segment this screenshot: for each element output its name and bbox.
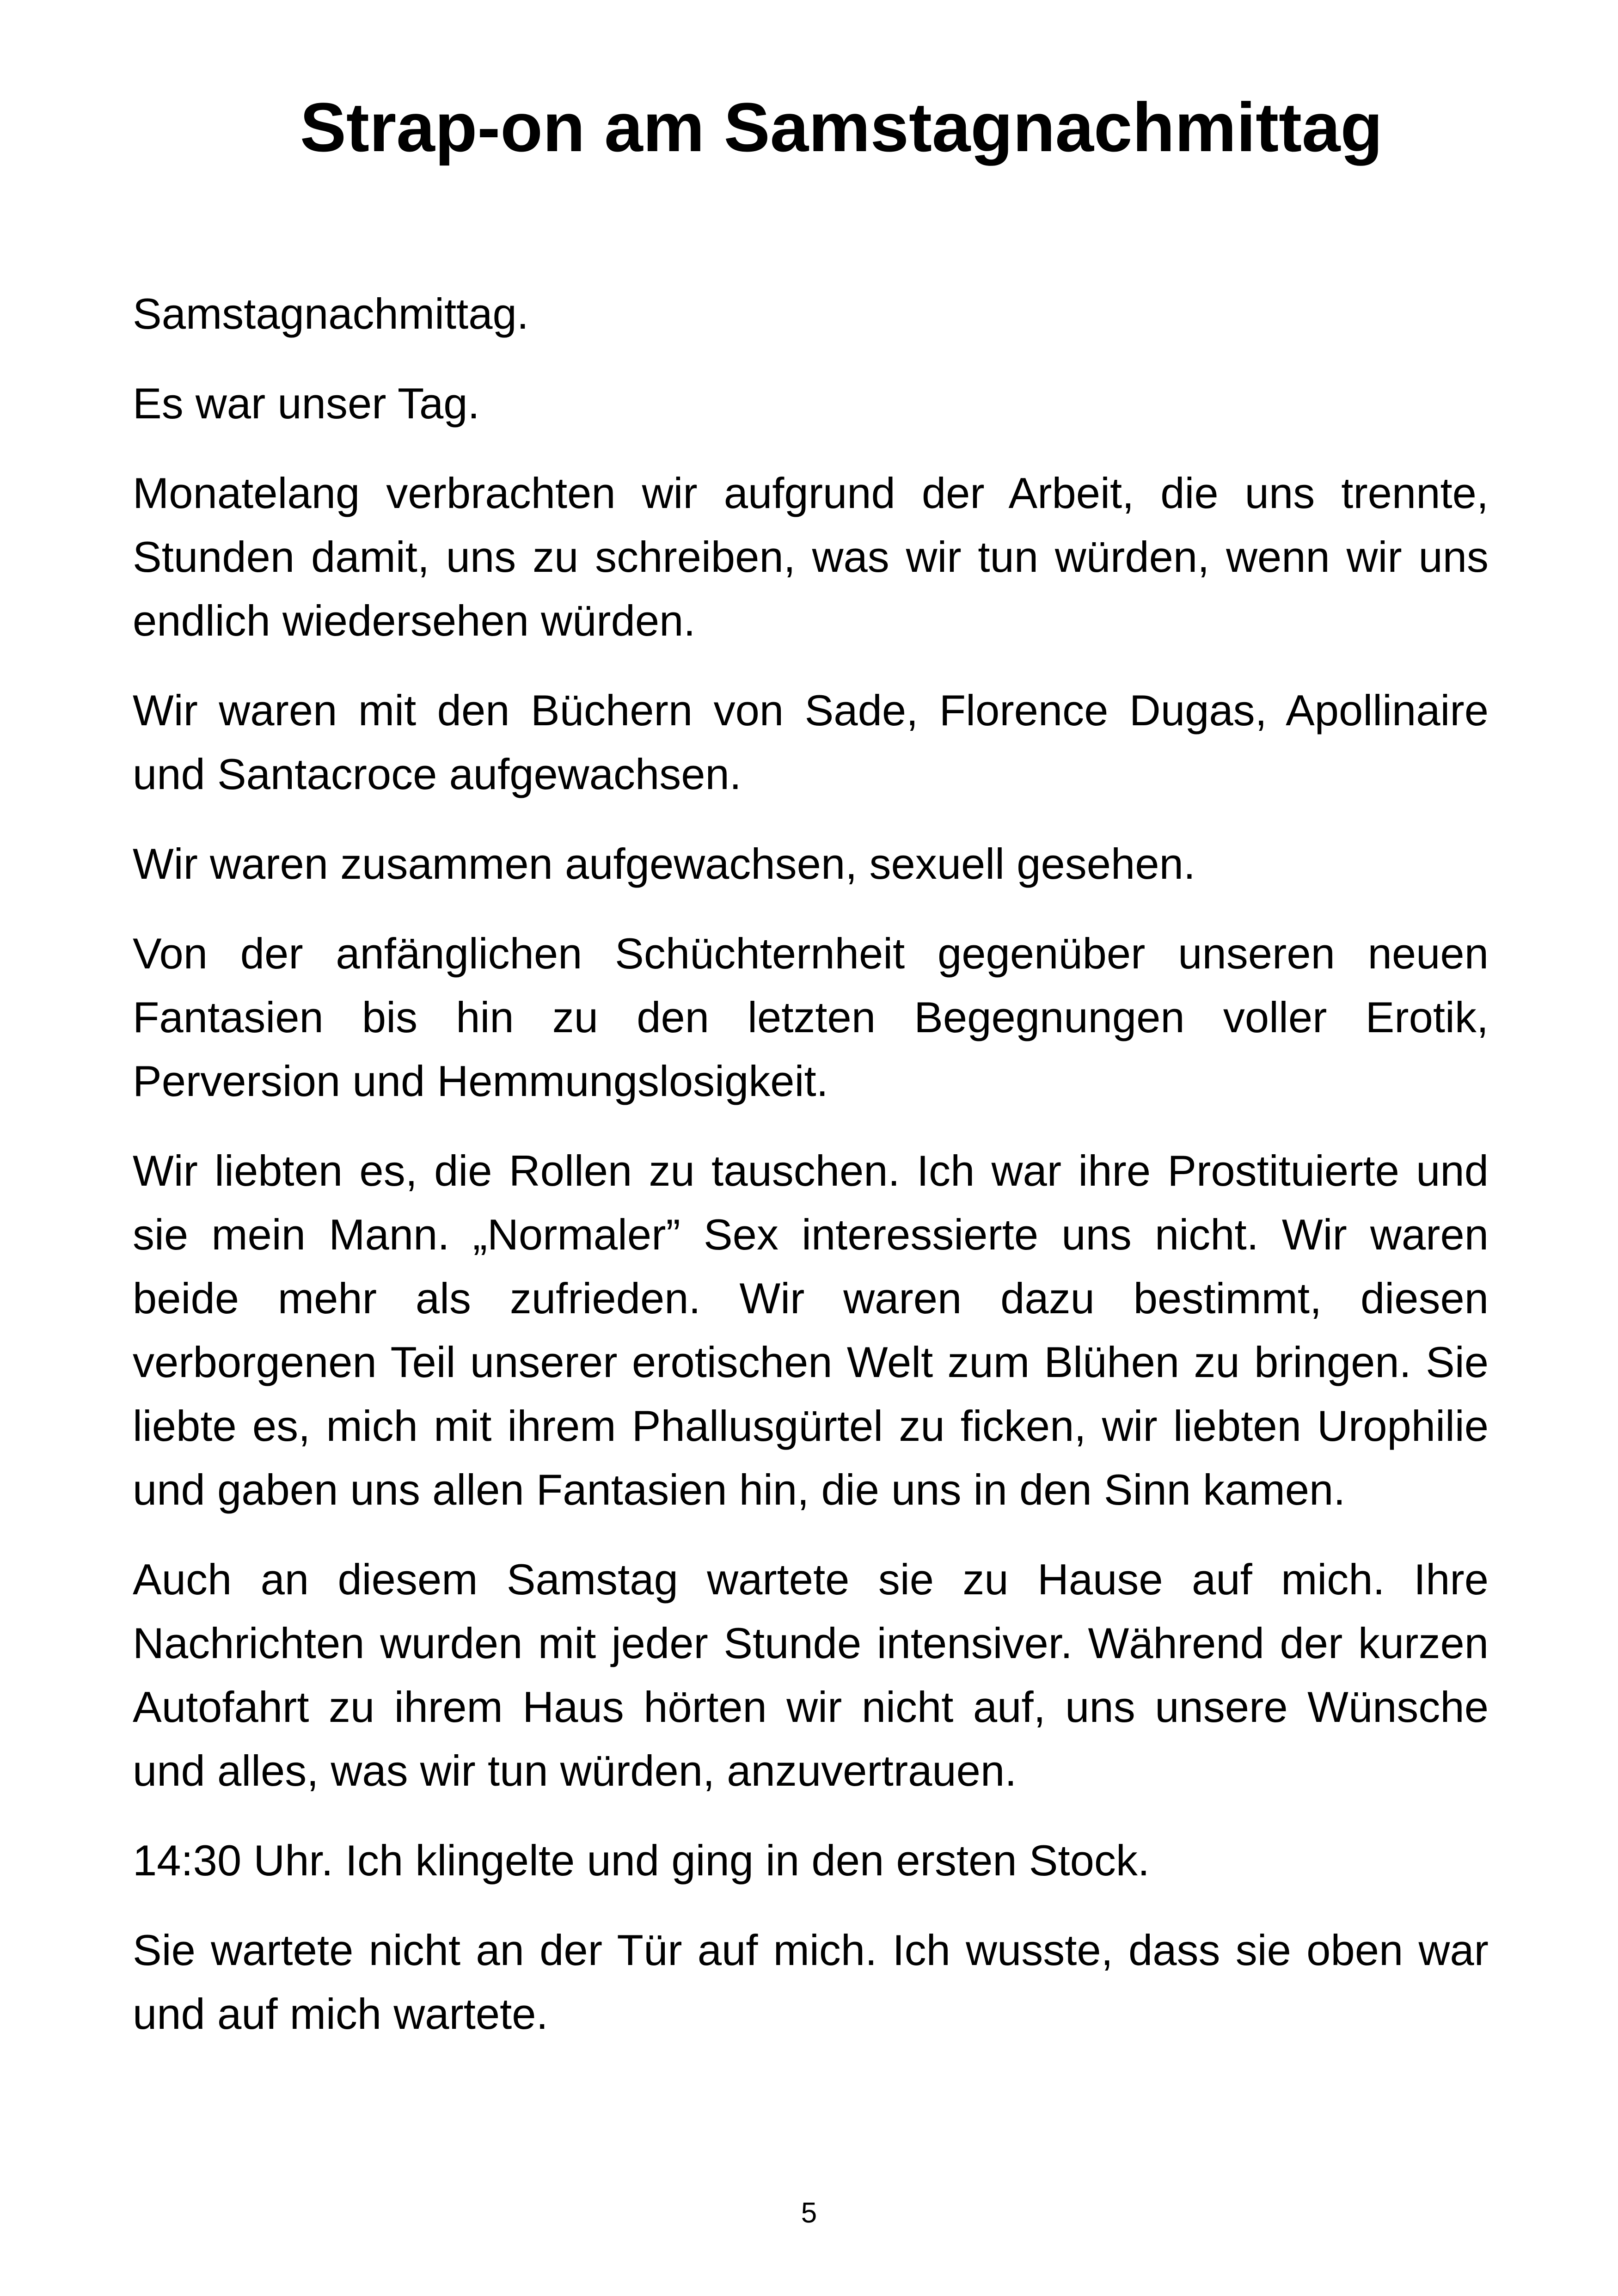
body-text <box>133 282 1489 2072</box>
page-title: Strap-on am Samstagnachmittag <box>300 88 1383 166</box>
paragraph: Es war unser Tag. <box>133 379 480 428</box>
paragraph: Wir waren mit den Büchern von Sade, Florence Dugas, Apollinaire und Santacroce aufgewachsen. <box>133 686 1489 798</box>
paragraph: Auch an diesem Samstag wartete sie zu Hause auf mich. Ihre Nachrichten wurden mit jeder Stunde intensiver. Während der kurzen Autofahrt zu ihrem Haus hörten wir nicht auf, uns unsere Wünsche und alles, was wir tun würden, anzuvertrauen. <box>133 1555 1489 1795</box>
page-number: 5 <box>801 2197 817 2229</box>
paragraph: Wir liebten es, die Rollen zu tauschen. Ich war ihre Prostituierte und sie mein Mann. „Normaler” Sex interessierte uns nicht. Wir waren beide mehr als zufrieden. Wir waren dazu bestimmt, diesen verborgenen Teil unserer erotischen Welt zum Blühen zu bringen. Sie liebte es, mich mit ihrem Phallusgürtel zu ficken, wir liebten Urophilie und gaben uns allen Fantasien hin, die uns in den Sinn kamen. <box>133 1146 1489 1514</box>
paragraph: Wir waren zusammen aufgewachsen, sexuell gesehen. <box>133 839 1195 888</box>
paragraph: Von der anfänglichen Schüchternheit gegenüber unseren neuen Fantasien bis hin zu den letzten Begegnungen voller Erotik, Perversion und Hemmungslosigkeit. <box>133 929 1489 1105</box>
paragraph: Samstagnachmittag. <box>133 289 529 338</box>
paragraph: Monatelang verbrachten wir aufgrund der Arbeit, die uns trennte, Stunden damit, uns zu schreiben, was wir tun würden, wenn wir uns endlich wiedersehen würden. <box>133 469 1489 645</box>
paragraph: Sie wartete nicht an der Tür auf mich. Ich wusste, dass sie oben war und auf mich wartete. <box>133 1926 1489 2038</box>
paragraph: 14:30 Uhr. Ich klingelte und ging in den ersten Stock. <box>133 1836 1150 1885</box>
